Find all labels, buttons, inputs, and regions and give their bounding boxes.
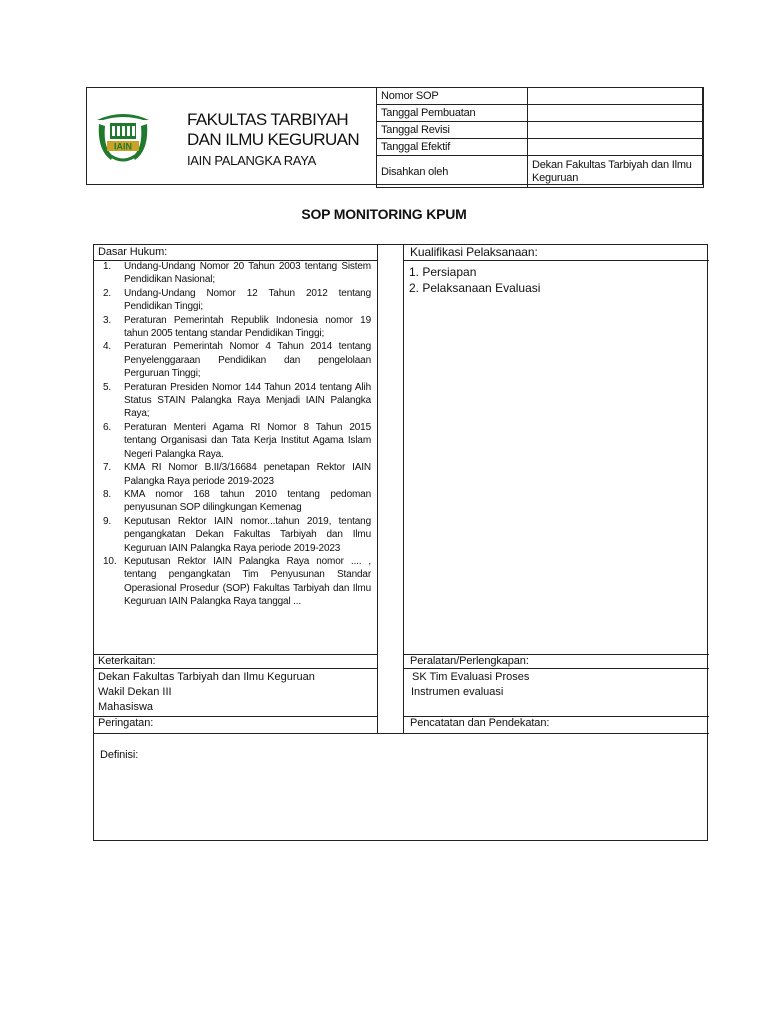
sop-meta-table [376, 87, 704, 188]
meta-label: Tanggal Efektif [377, 139, 528, 156]
meta-value [528, 88, 704, 105]
keterkaitan-heading: Keterkaitan: [98, 655, 156, 667]
meta-row [377, 122, 704, 139]
meta-value: Dekan Fakultas Tarbiyah dan Ilmu Keguruan [528, 156, 704, 188]
sop-detail-table [93, 244, 708, 841]
list-item: 6. Peraturan Menteri Agama RI Nomor 8 Tahun 2015 tentang Organisasi dan Tata Kerja Institut Agama Islam Negeri Palangka Raya. [103, 421, 371, 460]
keterkaitan-list [98, 670, 315, 715]
list-item: 3. Peraturan Pemerintah Republik Indonesia nomor 19 tahun 2005 tentang standar Pendidikan Tinggi; [103, 314, 371, 340]
meta-label: Disahkan oleh [377, 156, 528, 188]
meta-label: Tanggal Pembuatan [377, 105, 528, 122]
institution-name [187, 110, 359, 171]
meta-value [528, 105, 704, 122]
row-divider [94, 668, 377, 669]
list-item: 10. Keputusan Rektor IAIN Palangka Raya nomor .... , tentang pengangkatan Tim Penyusunan Standar Operasional Prosedur (SOP) Fakultas Tarbiyah dan Ilmu Keguruan IAIN Palangka Raya tanggal ... [103, 555, 371, 608]
list-item: 8. KMA nomor 168 tahun 2010 tentang pedoman penyusunan SOP dilingkungan Kemenag [103, 488, 371, 514]
meta-label: Nomor SOP [377, 88, 528, 105]
logo-text: IAIN [114, 141, 132, 152]
meta-row [377, 105, 704, 122]
list-item: 5. Peraturan Presiden Nomor 144 Tahun 2014 tentang Alih Status STAIN Palangka Raya Menjadi IAIN Palangka Raya; [103, 381, 371, 420]
meta-row [377, 139, 704, 156]
peralatan-heading: Peralatan/Perlengkapan: [410, 655, 529, 667]
list-item: Instrumen evaluasi [411, 686, 504, 698]
definisi-heading: Definisi: [100, 749, 139, 761]
kualifikasi-heading: Kualifikasi Pelaksanaan: [410, 245, 538, 259]
row-divider [403, 260, 709, 261]
list-item: 4. Peraturan Pemerintah Nomor 4 Tahun 2014 tentang Penyelenggaraan Pendidikan dan pengelolaan Perguruan Tinggi; [103, 341, 371, 380]
column-divider [377, 245, 378, 733]
list-item: 2. Pelaksanaan Evaluasi [409, 281, 541, 295]
list-item: SK Tim Evaluasi Proses [412, 671, 530, 683]
dasar-hukum-list [96, 260, 371, 609]
kualifikasi-list [409, 264, 540, 296]
peralatan-list [412, 670, 529, 700]
list-item: Dekan Fakultas Tarbiyah dan Ilmu Keguruan [98, 671, 315, 683]
list-item: 7. KMA RI Nomor B.II/3/16684 penetapan Rektor IAIN Palangka Raya periode 2019-2023 [103, 462, 371, 487]
pencatatan-heading: Pencatatan dan Pendekatan: [410, 717, 550, 729]
list-item: Mahasiswa [98, 701, 154, 713]
row-divider [403, 668, 709, 669]
dasar-hukum-heading: Dasar Hukum: [98, 246, 168, 258]
sop-header [86, 87, 703, 185]
university-name: IAIN PALANGKA RAYA [187, 153, 316, 168]
meta-value [528, 139, 704, 156]
list-item: 2. Undang-Undang Nomor 12 Tahun 2012 tentang Pendidikan Tinggi; [103, 287, 371, 313]
row-divider [94, 733, 709, 734]
column-divider [403, 245, 404, 733]
list-item: Wakil Dekan III [98, 686, 172, 698]
list-item: 9. Keputusan Rektor IAIN nomor...tahun 2019, tentang pengangkatan Dekan Fakultas Tarbiyah dan Ilmu Keguruan IAIN Palangka Raya periode 2019-2023 [103, 515, 371, 554]
document-title: SOP MONITORING KPUM [301, 206, 467, 222]
list-item: 1. Undang-Undang Nomor 20 Tahun 2003 tentang Sistem Pendidikan Nasional; [103, 261, 371, 286]
meta-value [528, 122, 704, 139]
faculty-line2: DAN ILMU KEGURUAN [187, 130, 360, 149]
peringatan-heading: Peringatan: [98, 717, 154, 729]
meta-label: Tanggal Revisi [377, 122, 528, 139]
iain-logo [93, 106, 153, 166]
list-item: 1. Persiapan [409, 265, 477, 279]
faculty-line1: FAKULTAS TARBIYAH [187, 110, 349, 129]
meta-row [377, 156, 704, 188]
meta-row [377, 88, 704, 105]
